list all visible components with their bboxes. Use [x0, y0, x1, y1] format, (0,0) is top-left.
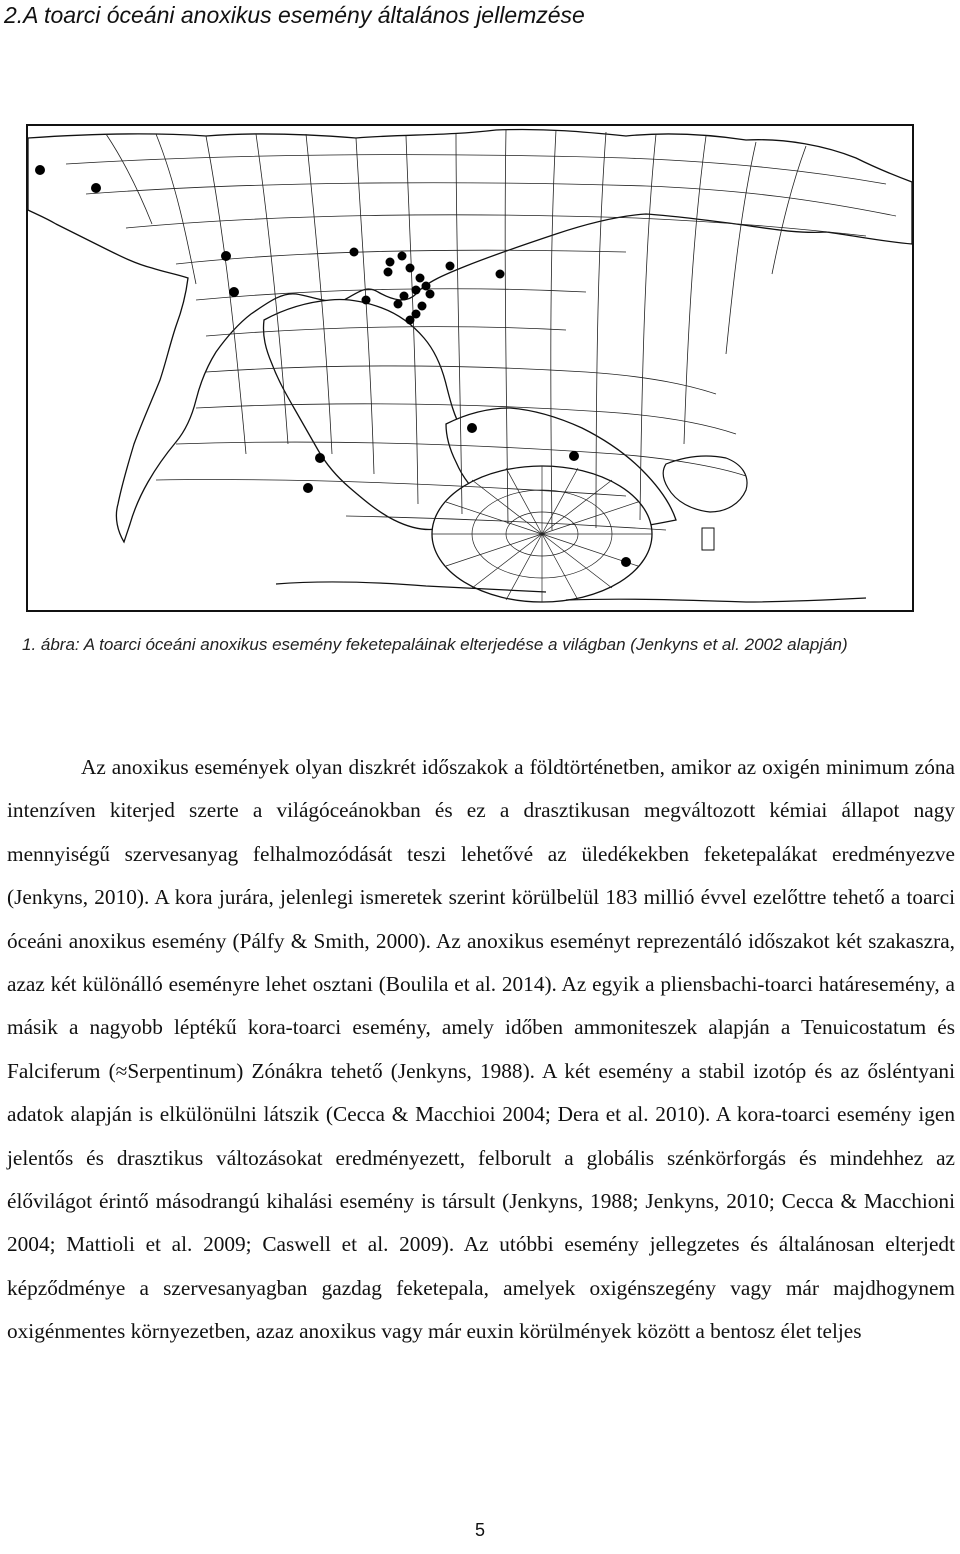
locality-marker: [412, 286, 421, 295]
locality-marker: [426, 290, 435, 299]
locality-marker: [422, 282, 431, 291]
island-fragment: [702, 528, 714, 550]
section-heading: 2.A toarci óceáni anoxikus esemény általános jellemzése: [4, 2, 585, 28]
locality-marker: [416, 274, 425, 283]
locality-marker: [569, 451, 579, 461]
locality-marker: [384, 268, 393, 277]
locality-marker: [496, 270, 505, 279]
paleogeographic-map-figure: [26, 124, 914, 612]
locality-marker: [400, 292, 409, 301]
body-paragraph: Az anoxikus események olyan diszkrét időszakok a földtörténetben, amikor az oxigén minimum zóna intenzíven kiterjed szerte a világóceánokban és ez a drasztikusan megváltozott kémiai állapot nagy mennyiségű szervesanyag felhalmozódását teszi lehetővé az üledékekben feketepalákat eredményezve (Jenkyns, 2010). A kora jurára, jelenlegi ismeretek szerint körülbelül 183 millió évvel ezelőttre tehető a toarci óceáni anoxikus esemény (Pálfy & Smith, 2000). Az anoxikus eseményt reprezentáló időszakot két szakaszra, azaz két különálló eseményre lehet osztani (Boulila et al. 2014). Az egyik a pliensbachi-toarci határesemény, a másik a nagyobb léptékű kora-toarci esemény, amely időben ammoniteszek alapján a Tenuicostatum és Falciferum (≈Serpentinum) Zónákra tehető (Jenkyns, 1988). A két esemény a stabil izotóp és az ősléntyani adatok alapján is elkülönülni látszik (Cecca & Macchioi 2004; Dera et al. 2010). A kora-toarci esemény igen jelentős és drasztikus változásokat eredményezett, felborult a globális szénkörforgás és mindehhez az élővilágot érintő másodrangú kihalási esemény is társult (Jenkyns, 1988; Jenkyns, 2010; Cecca & Macchioni 2004; Mattioli et al. 2009; Caswell et al. 2009). Az utóbbi esemény jellegzetes és általánosan elterjedt képződménye a szervesanyagban gazdag feketepala, amelyek oxigénszegény vagy már majdhogynem oxigénmentes környezetben, azaz anoxikus vagy már euxin körülmények között a bentosz élet teljes: [7, 755, 955, 1344]
locality-marker: [229, 287, 239, 297]
locality-marker: [446, 262, 455, 271]
locality-marker: [35, 165, 45, 175]
locality-marker: [362, 296, 371, 305]
locality-marker: [386, 258, 395, 267]
locality-marker: [406, 316, 415, 325]
locality-marker: [418, 302, 427, 311]
locality-marker: [91, 183, 101, 193]
locality-marker: [398, 252, 407, 261]
locality-marker: [303, 483, 313, 493]
locality-marker: [406, 264, 415, 273]
page-number: 5: [474, 1520, 485, 1540]
locality-marker: [621, 557, 631, 567]
paleogeographic-map: [26, 124, 914, 612]
figure-caption: 1. ábra: A toarci óceáni anoxikus esemény feketepaláinak elterjedése a világban (Jenkyns et al. 2002 alapján): [22, 635, 848, 654]
locality-marker: [315, 453, 325, 463]
locality-marker: [221, 251, 231, 261]
locality-marker: [350, 248, 359, 257]
locality-marker: [394, 300, 403, 309]
locality-marker: [467, 423, 477, 433]
